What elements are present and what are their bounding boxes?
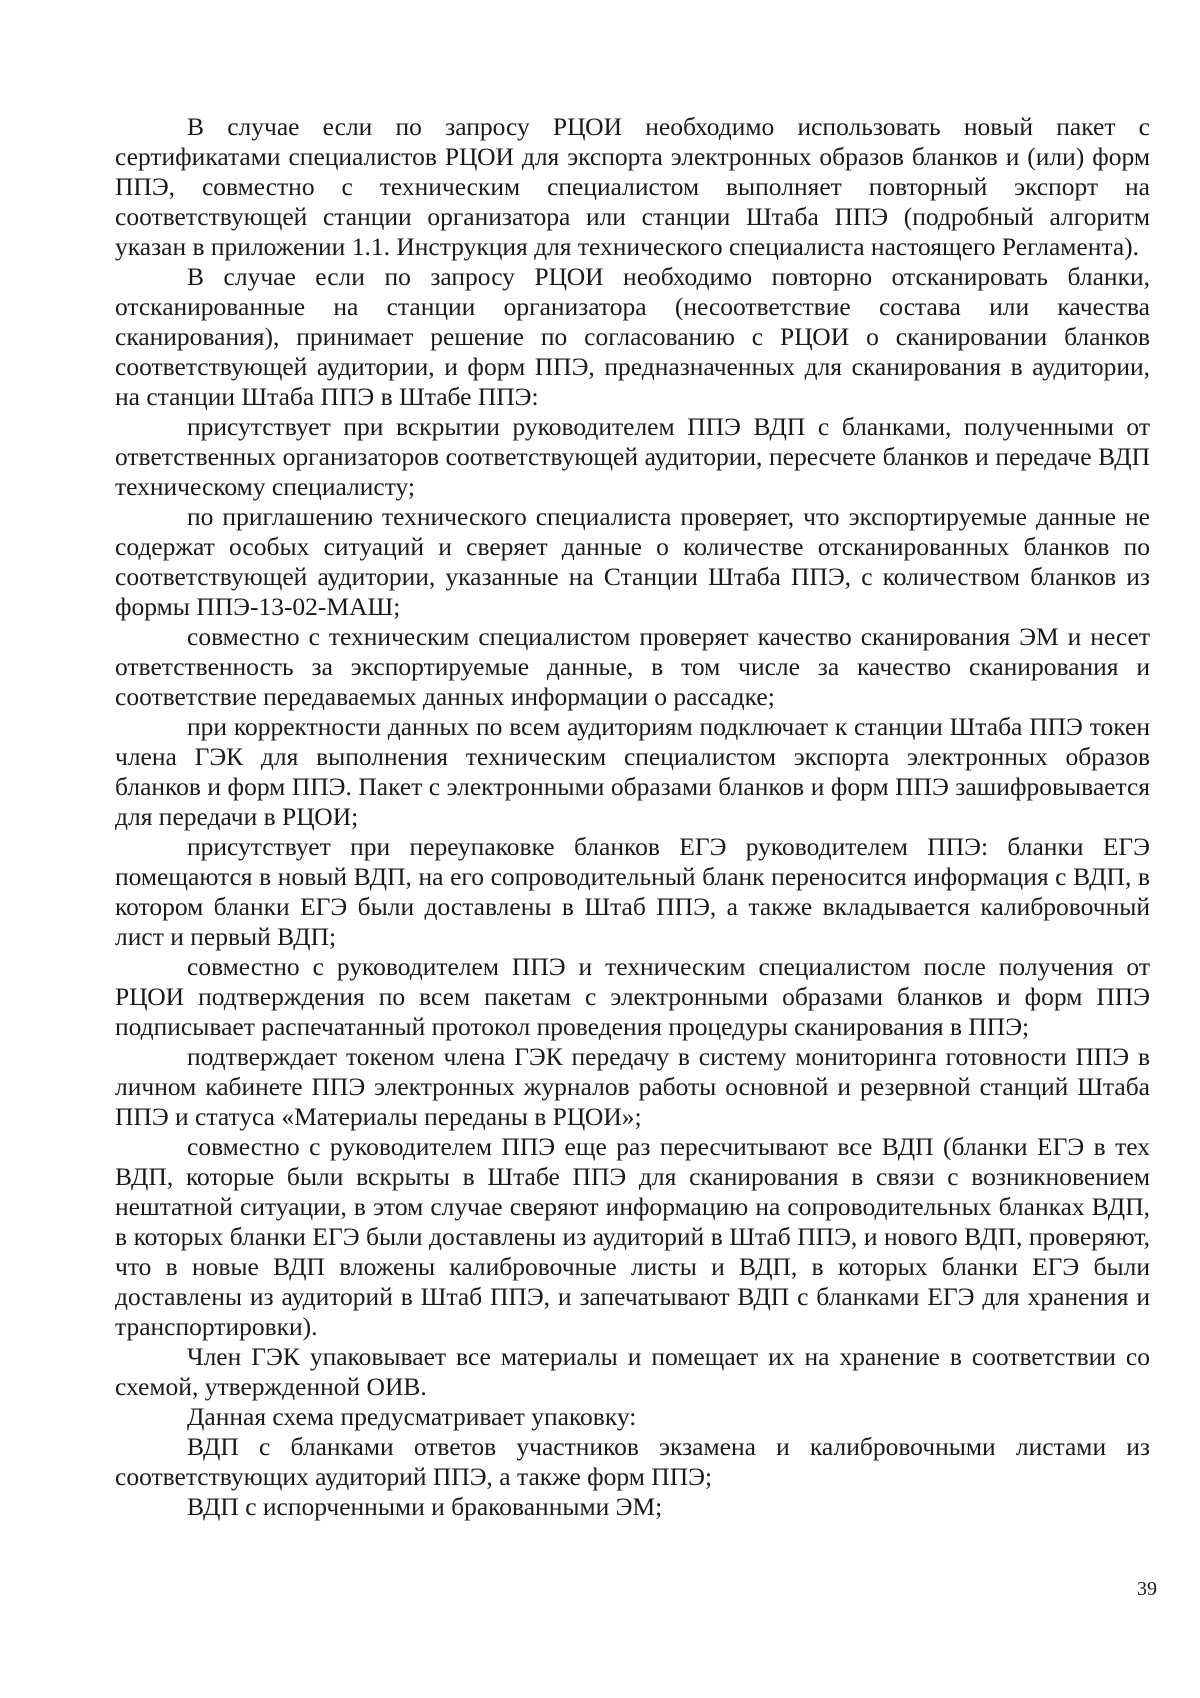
paragraph-token-export: при корректности данных по всем аудиториям подключает к станции Штаба ППЭ токен члена ГЭК для выполнения техническим специалистом экспорта электронных образов бланков и форм ППЭ. Пакет с электронными образами бланков и форм ППЭ зашифровывается для передачи в РЦОИ;	[115, 712, 1150, 831]
paragraph-monitoring-confirmation: подтверждает токеном члена ГЭК передачу в систему мониторинга готовности ППЭ в личном кабинете ППЭ электронных журналов работы основной и резервной станций Штаба ППЭ и статуса «Материалы переданы в РЦОИ»;	[115, 1042, 1150, 1131]
paragraph-packaging-scheme: Данная схема предусматривает упаковку:	[187, 1402, 637, 1431]
paragraph-recount-vdp: совместно с руководителем ППЭ еще раз пересчитывают все ВДП (бланки ЕГЭ в тех ВДП, которые были вскрыты в Штабе ППЭ для сканирования в связи с возникновением нештатной ситуации, в этом случае сверяют информацию на сопроводительных бланках ВДП, в которых бланки ЕГЭ были доставлены из аудиторий в Штаб ППЭ, и нового ВДП, проверяют, что в новые ВДП вложены калибровочные листы и ВДП, в которых бланки ЕГЭ были доставлены из аудиторий в Штаб ППЭ, и запечатывают ВДП с бланками ЕГЭ для хранения и транспортировки).	[115, 1132, 1150, 1341]
paragraph-vdp-damaged-em: ВДП с испорченными и бракованными ЭМ;	[187, 1492, 663, 1521]
page-number: 39	[1137, 1578, 1157, 1600]
paragraph-storage: Член ГЭК упаковывает все материалы и помещает их на хранение в соответствии со схемой, утвержденной ОИВ.	[115, 1342, 1150, 1401]
paragraph-scan-quality: совместно с техническим специалистом проверяет качество сканирования ЭМ и несет ответственность за экспортируемые данные, в том числе за качество сканирования и соответствие передаваемых данных информации о рассадке;	[115, 622, 1150, 711]
paragraph-rescan-request: В случае если по запросу РЦОИ необходимо повторно отсканировать бланки, отсканированные на станции организатора (несоответствие состава или качества сканирования), принимает решение по согласованию с РЦОИ о сканировании бланков соответствующей аудитории, и форм ППЭ, предназначенных для сканирования в аудитории, на станции Штаба ППЭ в Штабе ППЭ:	[115, 262, 1150, 411]
paragraph-repackaging: присутствует при переупаковке бланков ЕГЭ руководителем ППЭ: бланки ЕГЭ помещаются в новый ВДП, на его сопроводительный бланк переносится информация с ВДП, в котором бланки ЕГЭ были доставлены в Штаб ППЭ, а также вкладывается калибровочный лист и первый ВДП;	[115, 832, 1150, 951]
paragraph-opening-vdp: присутствует при вскрытии руководителем ППЭ ВДП с бланками, полученными от ответственных организаторов соответствующей аудитории, пересчете бланков и передаче ВДП техническому специалисту;	[115, 412, 1150, 501]
paragraph-sign-protocol: совместно с руководителем ППЭ и техническим специалистом после получения от РЦОИ подтверждения по всем пакетам с электронными образами бланков и форм ППЭ подписывает распечатанный протокол проведения процедуры сканирования в ППЭ;	[115, 952, 1150, 1041]
paragraph-vdp-answer-sheets: ВДП с бланками ответов участников экзамена и калибровочными листами из соответствующих аудиторий ППЭ, а также форм ППЭ;	[115, 1432, 1150, 1491]
document-body	[115, 112, 1150, 1522]
paragraph-check-export-data: по приглашению технического специалиста проверяет, что экспортируемые данные не содержат особых ситуаций и сверяет данные о количестве отсканированных бланков по соответствующей аудитории, указанные на Станции Штаба ППЭ, с количеством бланков из формы ППЭ-13-02-МАШ;	[115, 502, 1150, 621]
paragraph-new-certificates-package: В случае если по запросу РЦОИ необходимо использовать новый пакет с сертификатами специалистов РЦОИ для экспорта электронных образов бланков и (или) форм ППЭ, совместно с техническим специалистом выполняет повторный экспорт на соответствующей станции организатора или станции Штаба ППЭ (подробный алгоритм указан в приложении 1.1. Инструкция для технического специалиста настоящего Регламента).	[115, 112, 1150, 261]
